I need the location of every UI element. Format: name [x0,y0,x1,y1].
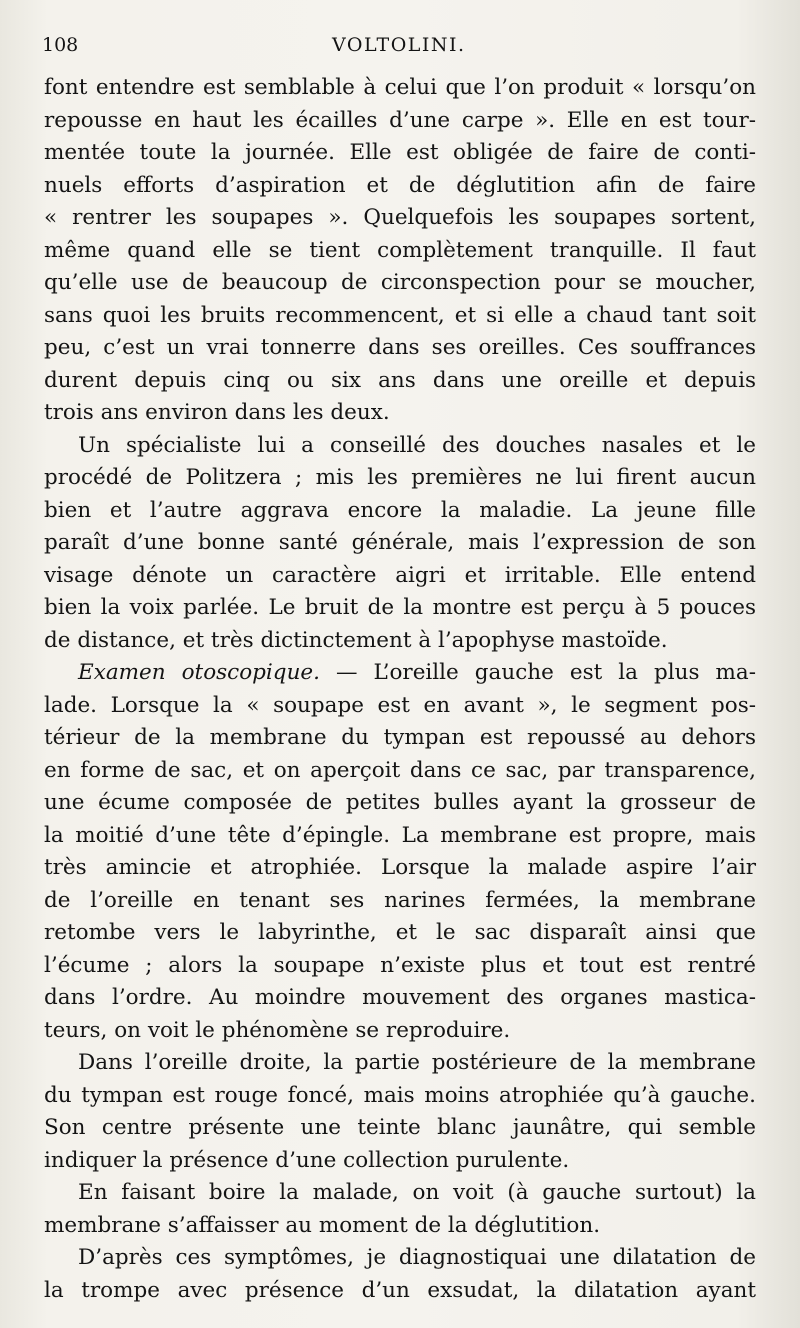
text-line: la trompe avec présence d’un exsudat, la dilatation ayant [44,1277,756,1303]
text-line: trois ans environ dans les deux. [44,400,390,425]
text-line: Un spécialiste lui a conseillé des douches nasales et le [78,432,756,458]
text-line: En faisant boire la malade, on voit (à gauche surtout) la [78,1180,756,1205]
text-line: l’écume ; alors la soupape n’existe plus et tout est rentré [44,952,756,978]
text-line: repousse en haut les écailles d’une carpe ». Elle en est tour- [44,107,756,133]
text-line: une écume composée de petites bulles ayant la grosseur de [44,790,756,815]
section-lead: Examen otoscopique. [78,660,320,685]
running-head: VOLTOLINI. [332,34,466,56]
text-line: membrane s’affaisser au moment de la déglutition. [44,1212,601,1238]
text-line: visage dénote un caractère aigri et irritable. Elle entend [44,562,756,588]
text-line: font entendre est semblable à celui que l’on produit « lorsqu’on [44,75,756,100]
page-header [42,34,762,64]
text-line: bien et l’autre aggrava encore la maladie. La jeune fille [44,497,756,523]
text-line: dans l’ordre. Au moindre mouvement des organes mastica- [44,985,756,1010]
text-line-rest: — L’oreille gauche est la plus ma- [336,660,756,685]
text-line: lade. Lorsque la « soupape est en avant », le segment pos- [44,692,756,718]
text-line: bien la voix parlée. Le bruit de la montre est perçu à 5 pouces [44,595,756,620]
text-line: qu’elle use de beaucoup de circonspection pour se moucher, [44,270,756,295]
text-line: la moitié d’une tête d’épingle. La membrane est propre, mais [44,822,756,848]
text-line [44,657,756,690]
text-line: du tympan est rouge foncé, mais moins atrophiée qu’à gauche. [44,1082,756,1108]
text-line: même quand elle se tient complètement tranquille. Il faut [44,237,756,263]
text-line: « rentrer les soupapes ». Quelquefois les soupapes sortent, [44,205,756,230]
text-line: D’après ces symptômes, je diagnostiquai une dilatation de [78,1245,756,1270]
text-line: peu, c’est un vrai tonnerre dans ses oreilles. Ces souffrances [44,335,756,360]
text-line: retombe vers le labyrinthe, et le sac disparaît ainsi que [44,920,756,945]
page-number: 108 [42,34,79,56]
text-line: de distance, et très dictinctement à l’apophyse mastoïde. [44,627,668,653]
text-line: durent depuis cinq ou six ans dans une oreille et depuis [44,367,756,393]
text-line: en forme de sac, et on aperçoit dans ce sac, par transparence, [44,757,756,783]
text-line: sans quoi les bruits recommencent, et si elle a chaud tant soit [44,302,756,328]
text-line: Son centre présente une teinte blanc jaunâtre, qui semble [44,1115,756,1140]
text-line: térieur de la membrane du tympan est repoussé au dehors [44,725,756,750]
text-line: de l’oreille en tenant ses narines fermées, la membrane [44,887,756,913]
text-line: Dans l’oreille droite, la partie postérieure de la membrane [78,1050,756,1075]
text-line: nuels efforts d’aspiration et de déglutition afin de faire [44,172,756,198]
text-line: paraît d’une bonne santé générale, mais l’expression de son [44,530,756,555]
text-body [44,72,756,1307]
text-line: indiquer la présence d’une collection purulente. [44,1147,570,1173]
text-line: procédé de Politzera ; mis les premières ne lui firent aucun [44,465,756,490]
text-line: très amincie et atrophiée. Lorsque la malade aspire l’air [44,855,756,880]
text-line: teurs, on voit le phénomène se reproduire. [44,1017,511,1043]
text-line: mentée toute la journée. Elle est obligée de faire de conti- [44,140,756,165]
